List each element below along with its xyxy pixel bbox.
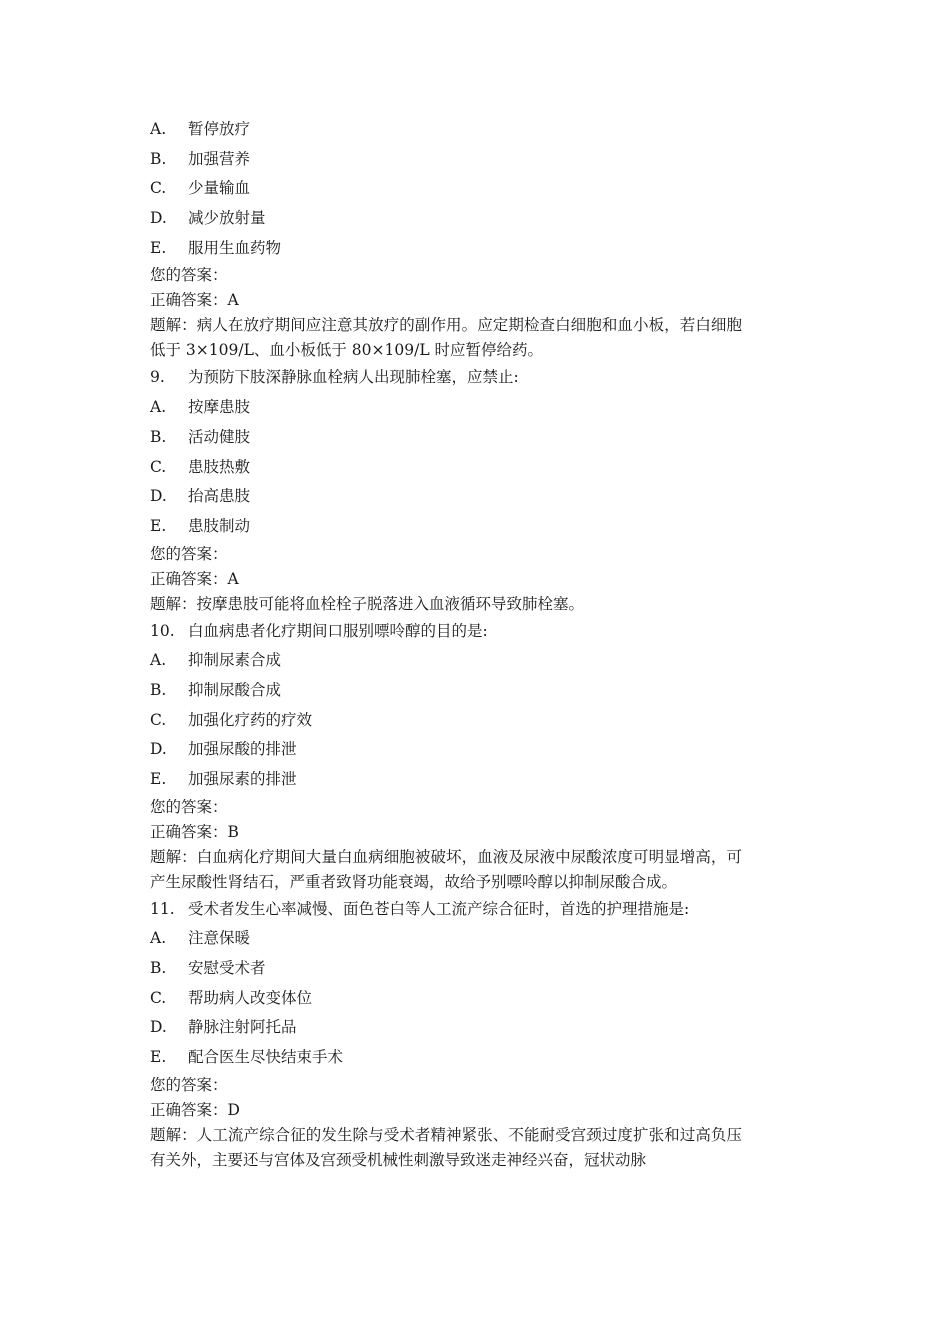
question-stem xyxy=(150,617,742,647)
question-text: 受术者发生心率减慢、面色苍白等人工流产综合征时，首选的护理措施是: xyxy=(188,899,690,918)
correct-answer: 正确答案：A xyxy=(150,291,239,310)
option-text: 加强营养 xyxy=(188,149,251,168)
option-text: 静脉注射阿托品 xyxy=(188,1018,297,1037)
option-e xyxy=(150,234,742,264)
option-text: 加强化疗药的疗效 xyxy=(188,710,313,729)
question-number: 9. xyxy=(150,368,165,387)
explanation: 题解：白血病化疗期间大量白血病细胞被破坏，血液及尿液中尿酸浓度可明显增高，可产生尿酸性肾结石，严重者致肾功能衰竭，故给予别嘌呤醇以抑制尿酸合成。 xyxy=(150,847,742,891)
question-stem xyxy=(150,895,742,925)
explanation: 题解：人工流产综合征的发生除与受术者精神紧张、不能耐受宫颈过度扩张和过高负压有关外，主要还与宫体及宫颈受机械性刺激导致迷走神经兴奋，冠状动脉 xyxy=(150,1125,742,1169)
option-text: 活动健肢 xyxy=(188,427,251,446)
option-label: B. xyxy=(150,959,167,978)
option-text: 按摩患肢 xyxy=(188,398,251,417)
question-block xyxy=(150,617,742,895)
option-text: 抬高患肢 xyxy=(188,487,251,506)
explanation: 题解：病人在放疗期间应注意其放疗的副作用。应定期检查白细胞和血小板，若白细胞低于 3×109/L、血小板低于 80×109/L 时应暂停给药。 xyxy=(150,316,742,360)
option-label: D. xyxy=(150,209,167,228)
option-text: 加强尿酸的排泄 xyxy=(188,740,297,759)
correct-answer: 正确答案：D xyxy=(150,1100,240,1119)
question-number: 11. xyxy=(150,899,175,918)
question-block xyxy=(150,115,742,363)
your-answer: 您的答案： xyxy=(150,797,228,816)
explanation: 题解：按摩患肢可能将血栓栓子脱落进入血液循环导致肺栓塞。 xyxy=(150,594,585,613)
option-label: B. xyxy=(150,149,167,168)
option-label: C. xyxy=(150,179,167,198)
option-b xyxy=(150,954,742,984)
option-text: 配合医生尽快结束手术 xyxy=(188,1048,344,1067)
option-c xyxy=(150,453,742,483)
option-label: B. xyxy=(150,427,167,446)
option-text: 安慰受术者 xyxy=(188,959,266,978)
option-label: A. xyxy=(150,929,167,948)
your-answer: 您的答案： xyxy=(150,1075,228,1094)
option-text: 患肢制动 xyxy=(188,516,251,535)
option-c xyxy=(150,174,742,204)
option-d xyxy=(150,482,742,512)
option-text: 患肢热敷 xyxy=(188,457,251,476)
option-text: 暂停放疗 xyxy=(188,120,251,138)
option-text: 注意保暖 xyxy=(188,929,251,948)
option-label: D. xyxy=(150,740,167,759)
option-a xyxy=(150,115,742,145)
option-label: B. xyxy=(150,680,167,699)
question-number: 10. xyxy=(150,621,175,640)
option-label: E. xyxy=(150,770,167,788)
your-answer: 您的答案： xyxy=(150,544,228,563)
option-e xyxy=(150,512,742,542)
option-label: C. xyxy=(150,457,167,476)
option-label: D. xyxy=(150,487,167,506)
option-text: 加强尿素的排泄 xyxy=(188,770,297,788)
option-text: 帮助病人改变体位 xyxy=(188,988,313,1007)
option-label: E. xyxy=(150,1048,167,1067)
question-block xyxy=(150,363,742,616)
your-answer: 您的答案： xyxy=(150,266,228,285)
option-text: 少量输血 xyxy=(188,179,251,198)
option-d xyxy=(150,204,742,234)
option-label: D. xyxy=(150,1018,167,1037)
option-b xyxy=(150,145,742,175)
option-e xyxy=(150,765,742,795)
question-text: 白血病患者化疗期间口服别嘌呤醇的目的是: xyxy=(188,621,488,640)
option-b xyxy=(150,423,742,453)
option-label: A. xyxy=(150,651,167,670)
option-a xyxy=(150,924,742,954)
option-c xyxy=(150,706,742,736)
option-a xyxy=(150,393,742,423)
option-label: E. xyxy=(150,516,167,535)
option-label: A. xyxy=(150,398,167,417)
option-c xyxy=(150,984,742,1014)
option-text: 减少放射量 xyxy=(188,209,266,228)
option-d xyxy=(150,1013,742,1043)
question-block xyxy=(150,895,742,1173)
option-d xyxy=(150,735,742,765)
question-text: 为预防下肢深静脉血栓病人出现肺栓塞，应禁止: xyxy=(188,368,519,387)
question-stem xyxy=(150,363,742,393)
correct-answer: 正确答案：B xyxy=(150,822,239,841)
option-label: C. xyxy=(150,988,167,1007)
option-b xyxy=(150,676,742,706)
option-e xyxy=(150,1043,742,1073)
option-text: 抑制尿素合成 xyxy=(188,651,282,670)
correct-answer: 正确答案：A xyxy=(150,569,239,588)
option-a xyxy=(150,646,742,676)
option-label: A. xyxy=(150,120,167,138)
option-text: 抑制尿酸合成 xyxy=(188,680,282,699)
option-label: E. xyxy=(150,238,167,257)
option-text: 服用生血药物 xyxy=(188,238,282,257)
question-list xyxy=(150,115,742,1173)
option-label: C. xyxy=(150,710,167,729)
